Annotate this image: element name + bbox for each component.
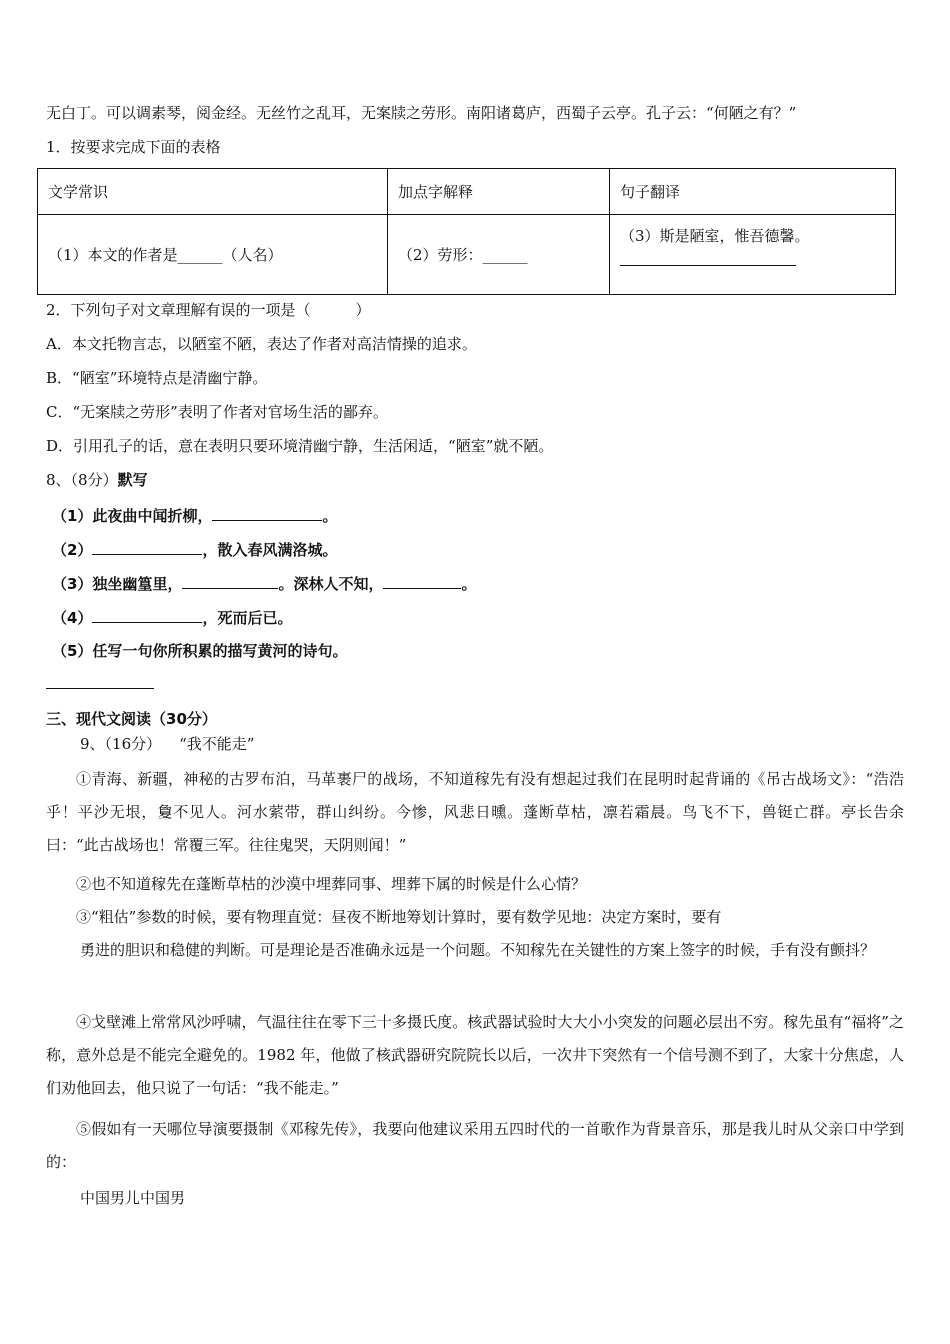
q8-item-4-num: （4） [52,609,93,627]
q2-option-c: C．“无案牍之劳形”表明了作者对官场生活的鄙弃。 [46,403,388,421]
q8-header [46,470,148,490]
header-word-explanation: 加点字解释 [388,169,610,215]
q8-item-4-text: ，死而后已。 [202,609,293,627]
cell-translation [610,215,896,295]
answer-blank[interactable] [92,539,202,555]
paragraph-4: ④戈壁滩上常常风沙呼啸，气温往往在零下三十多摄氏度。核武器试验时大大小小突发的问题必层出不穷。稼先虽有“福将”之称，意外总是不能完全避免的。1982 年，他做了核武器研究院院长以后，一次井下突然有一个信号测不到了，大家十分焦虑，人们劝他回去，他只说了一句话：“我不能走。” [46,1013,904,1097]
section-3-title: 三、现代文阅读（30分） [46,710,217,728]
translation-prompt: （3）斯是陋室，惟吾德馨。 [620,227,810,245]
q2-option-a: A．本文托物言志，以陋室不陋，表达了作者对高洁情操的追求。 [46,335,477,353]
intro-line: 无白丁。可以调素琴，阅金经。无丝竹之乱耳，无案牍之劳形。南阳诸葛庐，西蜀子云亭。孔子云：“何陋之有？” [46,104,797,122]
q9-header [80,734,254,754]
answer-table [37,168,896,295]
paragraph-5: ⑤假如有一天哪位导演要摄制《邓稼先传》，我要向他建议采用五四时代的一首歌作为背景音乐，那是我儿时从父亲口中学到的： [46,1120,904,1171]
q2-title: 2．下列句子对文章理解有误的一项是（ ） [46,301,371,319]
q8-item-1-text: （1）此夜曲中闻折柳， [52,507,213,525]
q8-item-3 [52,573,476,594]
answer-blank[interactable] [182,573,278,589]
q8-item-4 [52,607,292,628]
paragraph-1: ①青海、新疆，神秘的古罗布泊，马革裹尸的战场，不知道稼先有没有想起过我们在昆明时起背诵的《吊古战场文》：“浩浩乎！平沙无垠，敻不见人。河水萦带，群山纠纷。今惨，风悲日曛。蓬断草枯，凛若霜晨。鸟飞不下，兽铤亡群。亭长告余曰：“此古战场也！常覆三军。往往鬼哭，天阴则闻！” [46,770,904,854]
answer-line[interactable] [46,688,154,689]
q8-item-3-end: 。 [461,575,477,593]
cell-laoxing: （2）劳形：______ [388,215,610,295]
q8-prefix: 8、（8分） [46,471,118,489]
q8-item-3-text: （3）独坐幽篁里， [52,575,183,593]
q1-title: 1．按要求完成下面的表格 [46,138,221,156]
q2-option-d: D．引用孔子的话，意在表明只要环境清幽宁静，生活闲适，“陋室”就不陋。 [46,437,554,455]
answer-blank[interactable] [212,505,322,521]
paragraph-3: ③“粗估”参数的时候，要有物理直觉：昼夜不断地筹划计算时，要有数学见地：决定方案时，要有 [76,908,722,926]
q8-item-5: （5）任写一句你所积累的描写黄河的诗句。 [52,642,348,660]
paragraph-3-continued: 勇进的胆识和稳健的判断。可是理论是否准确永远是一个问题。不知稼先在关键性的方案上签字的时候，手有没有颤抖？ [80,941,876,959]
q8-item-2 [52,539,337,560]
q9-prefix: 9、（16分） [80,735,162,753]
header-sentence-translation: 句子翻译 [610,169,896,215]
q8-item-2-text: ，散入春风满洛城。 [202,541,338,559]
q8-item-1-end: 。 [322,507,338,525]
song-line: 中国男儿中国男 [80,1189,186,1207]
q8-item-1 [52,505,337,526]
translation-blank[interactable] [620,264,796,266]
paragraph-2: ②也不知道稼先在蓬断草枯的沙漠中埋葬同事、埋葬下属的时候是什么心情？ [76,875,587,893]
answer-blank[interactable] [92,607,202,623]
q2-option-b: B．“陋室”环境特点是清幽宁静。 [46,369,268,387]
cell-author: （1）本文的作者是______（人名） [38,215,388,295]
answer-blank[interactable] [383,573,461,589]
q9-title: “我不能走” [179,735,255,753]
q8-item-2-num: （2） [52,541,93,559]
header-literary-knowledge: 文学常识 [38,169,388,215]
q8-label: 默写 [117,471,148,489]
q8-item-3-mid: 。深林人不知， [278,575,384,593]
